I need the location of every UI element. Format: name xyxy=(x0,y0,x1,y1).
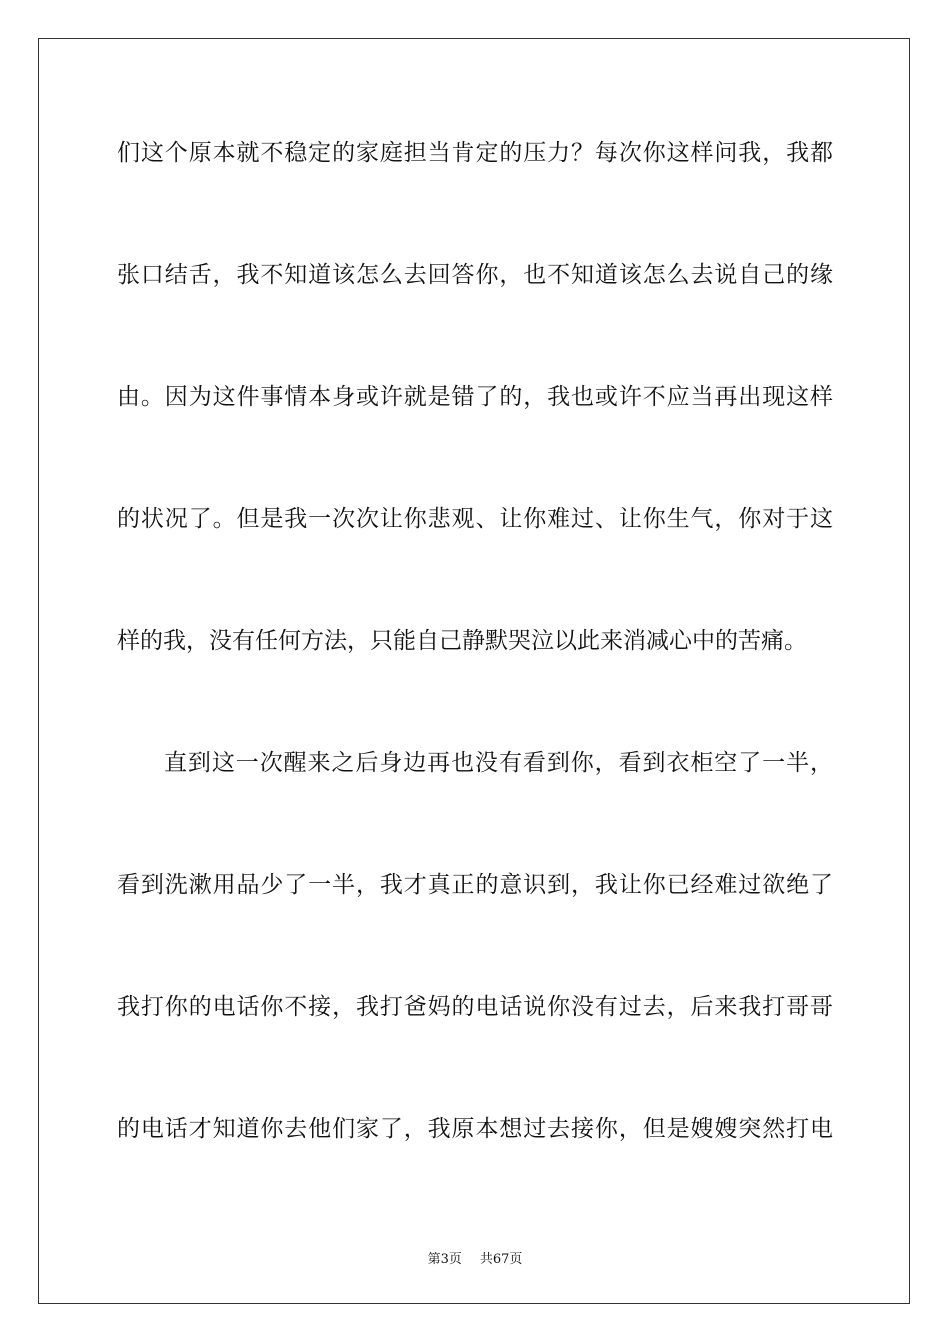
text-line: 样的我，没有任何方法，只能自己静默哭泣以此来消减心中的苦痛。 xyxy=(117,628,807,654)
text-line: 我打你的电话你不接，我打爸妈的电话说你没有过去，后来我打哥哥 xyxy=(117,994,833,1020)
text-line: 们这个原本就不稳定的家庭担当肯定的压力？每次你这样问我，我都 xyxy=(117,140,833,166)
document-body xyxy=(117,128,833,1226)
text-line: 张口结舌，我不知道该怎么去回答你，也不知道该怎么去说自己的缘 xyxy=(117,262,833,288)
page-number: 第3页 xyxy=(427,1252,462,1267)
total-pages: 共67页 xyxy=(479,1252,523,1267)
text-line-paragraph-start: 直到这一次醒来之后身边再也没有看到你，看到衣柜空了一半， xyxy=(164,750,833,776)
text-line: 的状况了。但是我一次次让你悲观、让你难过、让你生气，你对于这 xyxy=(117,506,833,532)
text-line: 由。因为这件事情本身或许就是错了的，我也或许不应当再出现这样 xyxy=(117,384,833,410)
text-line: 看到洗漱用品少了一半，我才真正的意识到，我让你已经难过欲绝了 xyxy=(117,872,833,898)
text-line: 的电话才知道你去他们家了，我原本想过去接你，但是嫂嫂突然打电 xyxy=(117,1116,833,1142)
page-footer xyxy=(0,1248,950,1267)
